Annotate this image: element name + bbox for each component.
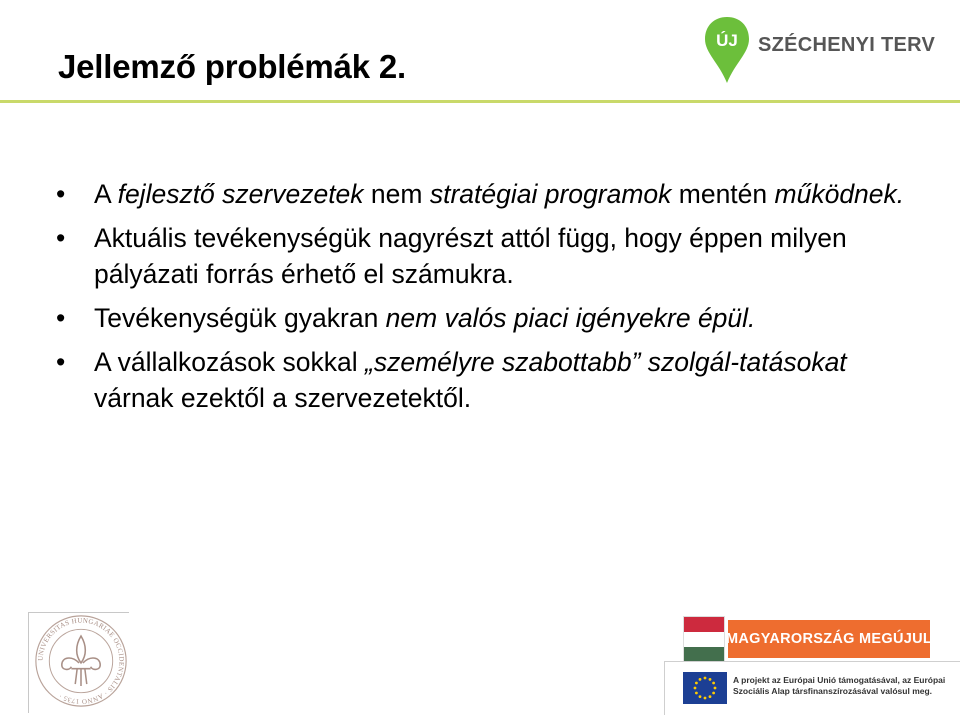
eu-funding-line-2: Szociális Alap társfinanszírozásával valósul meg. <box>733 686 933 696</box>
bullet-segment: nem <box>363 179 430 209</box>
bullet-item <box>56 220 926 292</box>
bullet-dot-icon: • <box>56 347 66 377</box>
bullet-dot-icon: • <box>56 223 66 253</box>
magyarorszag-megujul-label: MAGYARORSZÁG MEGÚJUL <box>728 620 930 658</box>
bullet-segment: A <box>94 179 118 209</box>
eu-flag-icon <box>683 672 727 704</box>
logo-text: SZÉCHENYI TERV <box>758 34 936 56</box>
bullet-segment: Aktuális tevékenységük nagyrészt attól függ, hogy éppen milyen pályázati forrás érhető el számukra. <box>94 223 847 289</box>
seal-text: UNIVERSITAS HUNGARIAE OCCIDENTALIS · ANNO 1735 · <box>37 617 125 705</box>
bullet-segment-italic: fejlesztő szervezetek <box>117 179 364 209</box>
logo-pin-text: ÚJ <box>716 31 738 50</box>
bullet-segment-italic: működnek. <box>774 179 905 209</box>
slide-title: Jellemző problémák 2. <box>58 48 406 85</box>
bullet-segment: Tevékenységük gyakran <box>94 303 386 333</box>
bullet-segment: mentén <box>671 179 775 209</box>
magyarorszag-megujul-banner <box>680 614 933 662</box>
eu-funding-text <box>733 675 959 697</box>
title-underline <box>0 100 960 103</box>
bullet-segment: várnak ezektől a szervezetektől. <box>94 383 472 413</box>
uj-szechenyi-terv-logo <box>703 15 943 87</box>
bullet-item <box>56 344 926 416</box>
eu-funding-line-1: A projekt az Európai Unió támogatásával, az Európai <box>733 675 946 685</box>
map-pin-icon <box>703 15 751 85</box>
bullet-segment: A vállalkozások sokkal <box>94 347 366 377</box>
fleur-de-lis-icon <box>62 636 100 686</box>
eu-funding-banner <box>664 661 960 715</box>
university-seal-logo <box>33 613 129 709</box>
bullet-list <box>56 176 926 424</box>
bullet-segment-italic: „személyre szabottabb” szolgál-tatásokat <box>365 347 847 377</box>
hungarian-flag-icon <box>683 616 725 663</box>
bullet-item <box>56 300 926 336</box>
bullet-segment-italic: stratégiai programok <box>429 179 672 209</box>
bullet-item <box>56 176 926 212</box>
bullet-segment-italic: nem valós piaci igényekre épül. <box>385 303 756 333</box>
bullet-dot-icon: • <box>56 303 66 333</box>
bullet-dot-icon: • <box>56 179 66 209</box>
svg-text:UNIVERSITAS HUNGARIAE OCCIDENT <box>38 618 125 705</box>
